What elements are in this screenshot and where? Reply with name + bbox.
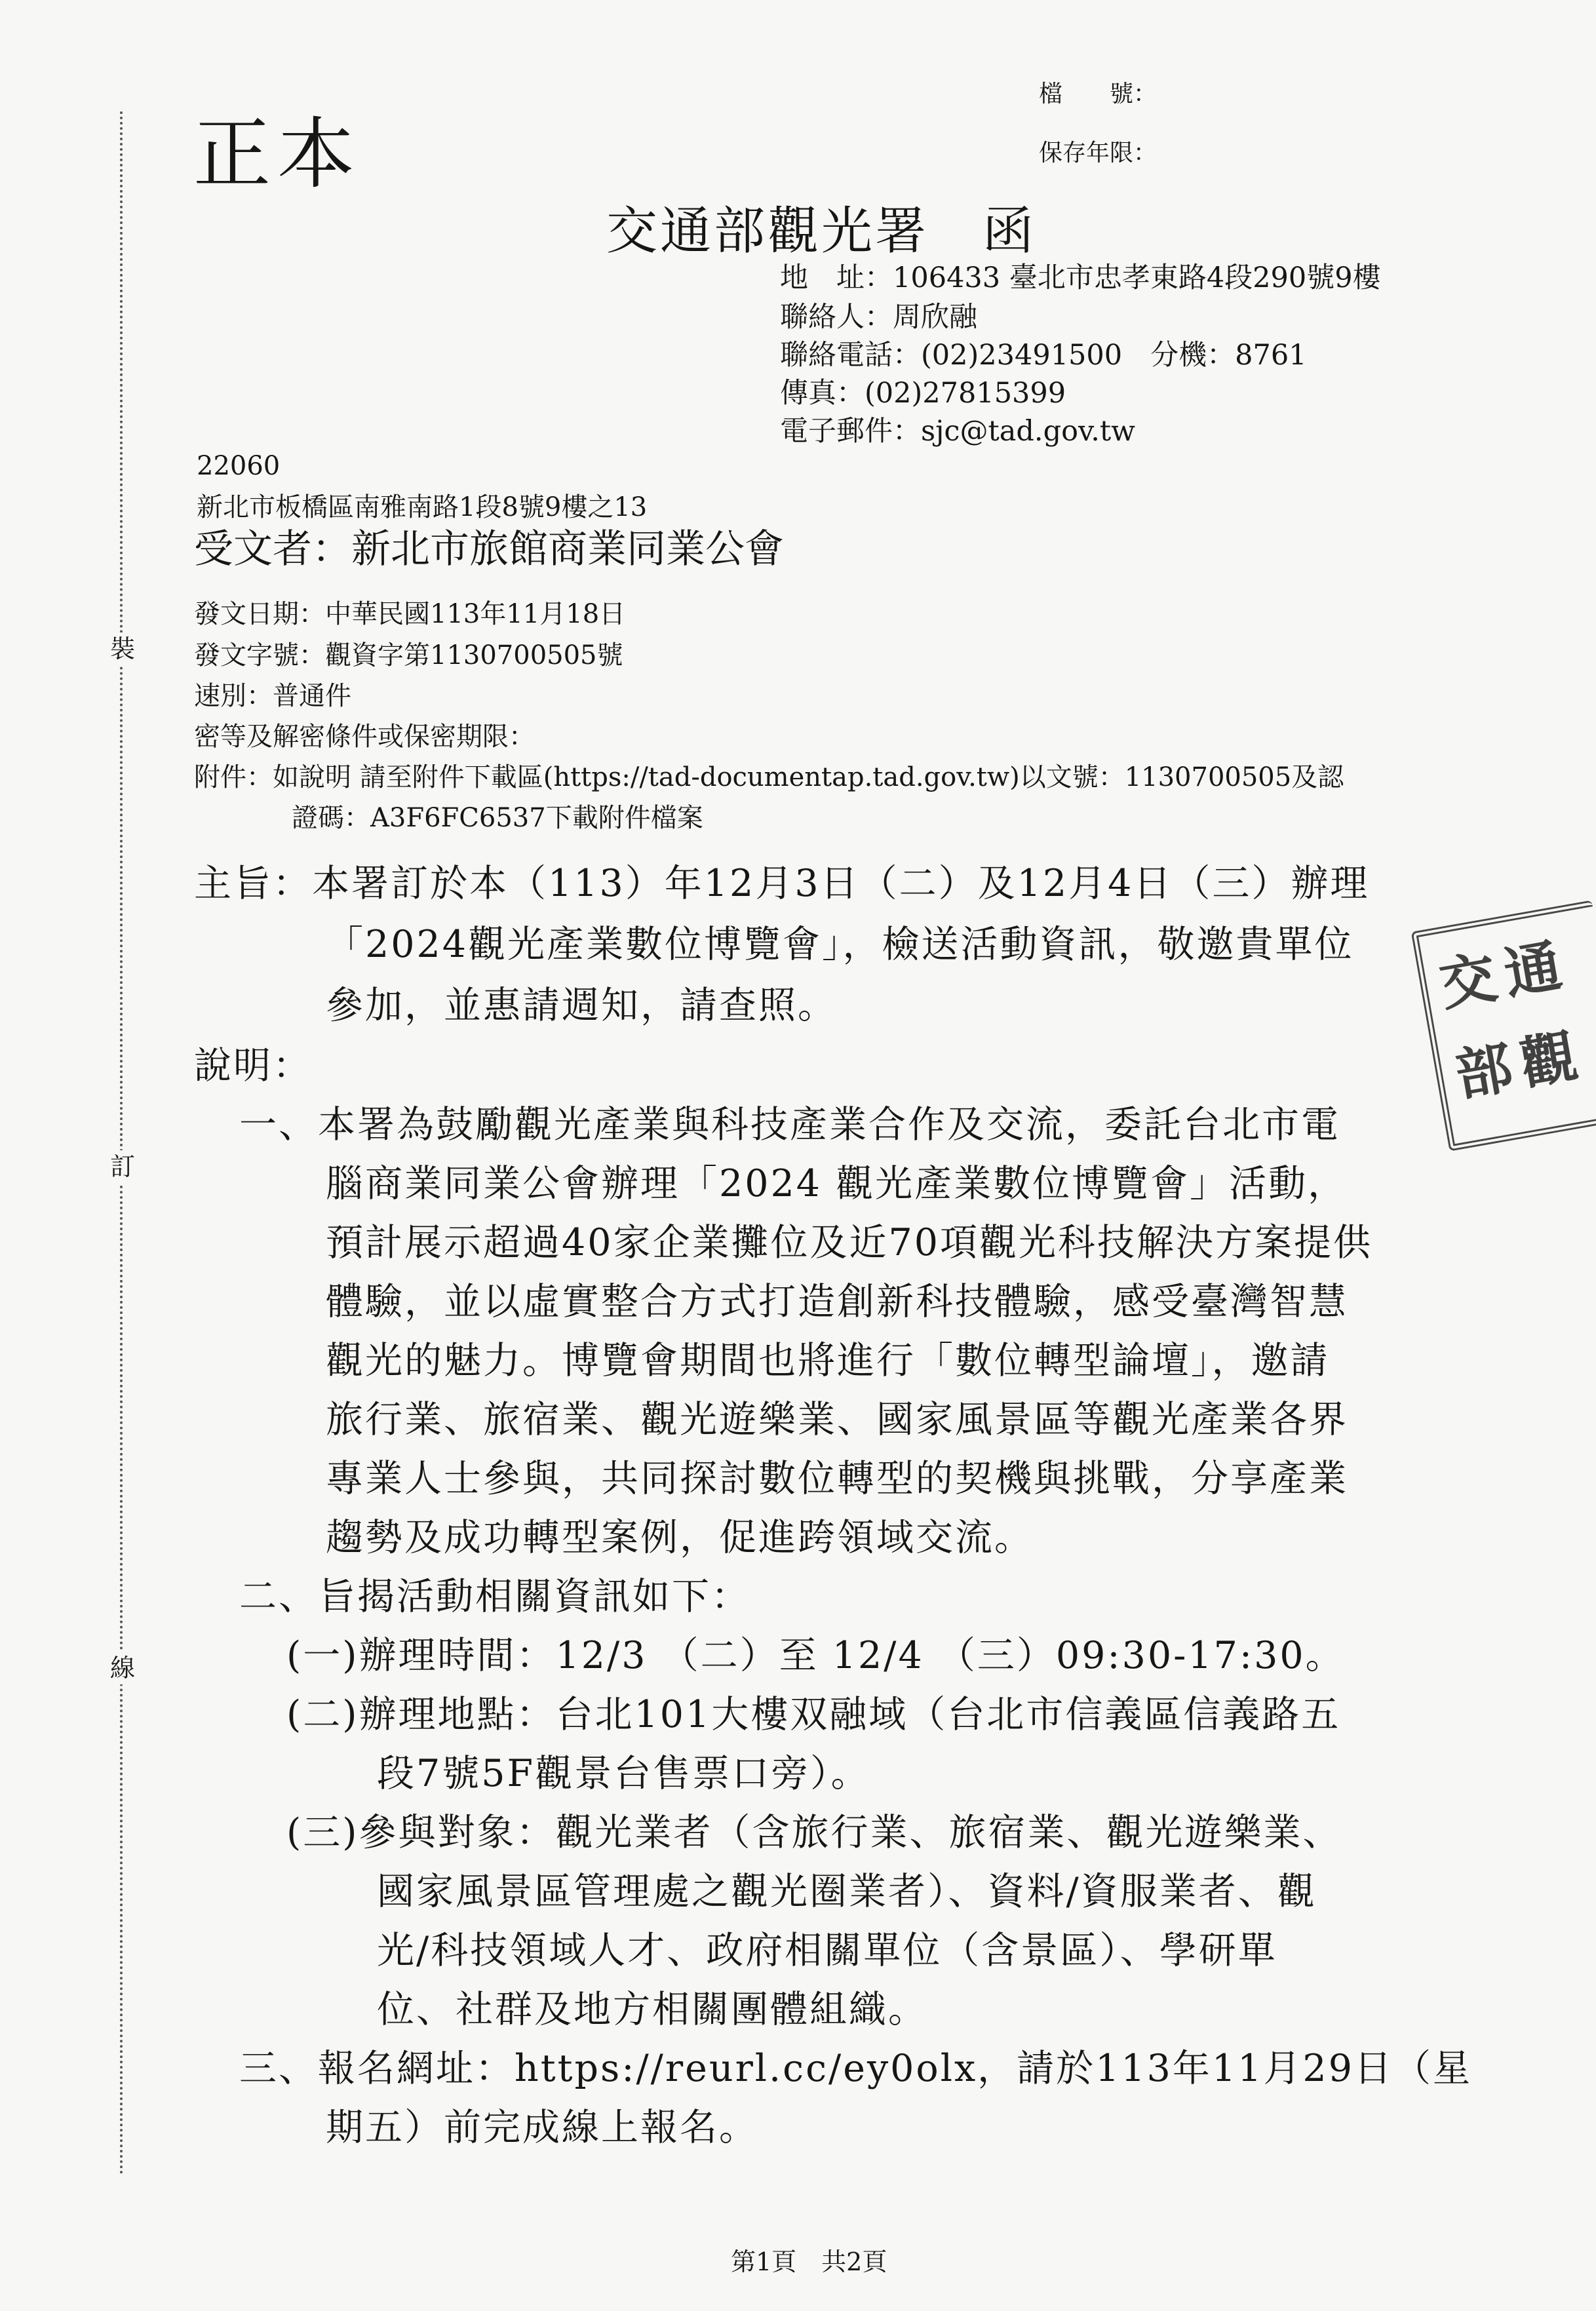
event-venue-line: (二)辦理地點：台北101大樓双融域（台北市信義區信義路五 [286, 1693, 1341, 1736]
explanation-item2-heading: 二、旨揭活動相關資訊如下： [239, 1575, 750, 1618]
event-audience-line: 國家風景區管理處之觀光圈業者）、資料/資服業者、觀 [377, 1870, 1317, 1913]
registration-line: 三、報名網址：https://reurl.cc/ey0olx，請於113年11月29日（星 [239, 2047, 1472, 2090]
contact-phone: 聯絡電話：(02)23491500 分機：8761 [780, 339, 1307, 372]
event-audience-line: 位、社群及地方相關團體組織。 [377, 1988, 927, 2031]
explanation-item1-line: 一、本署為鼓勵觀光產業與科技產業合作及交流，委託台北市電 [239, 1103, 1340, 1146]
explanation-item1-line: 預計展示超過40家企業攤位及近70項觀光科技解決方案提供 [326, 1221, 1373, 1264]
stamp-char: 部 [1450, 1034, 1518, 1110]
explanation-item1-line: 體驗，並以虛實整合方式打造創新科技體驗，感受臺灣智慧 [326, 1280, 1348, 1323]
issue-date: 發文日期：中華民國113年11月18日 [194, 599, 626, 629]
agency-title: 交通部觀光署 函 [606, 202, 1037, 261]
binding-mark-zhuang: 裝 [110, 632, 135, 665]
explanation-heading: 說明： [194, 1044, 312, 1087]
event-time: (一)辦理時間：12/3 （二）至 12/4 （三）09:30-17:30。 [286, 1634, 1345, 1677]
recipient-postal-code: 22060 [197, 451, 281, 481]
binding-mark-xian: 線 [110, 1652, 135, 1684]
recipient-address: 新北市板橋區南雅南路1段8號9樓之13 [197, 492, 648, 522]
official-seal-stamp [1411, 900, 1596, 1151]
contact-email: 電子郵件：sjc@tad.gov.tw [780, 415, 1135, 448]
recipient-name: 受文者：新北市旅館商業同業公會 [194, 526, 784, 572]
explanation-item1-line: 旅行業、旅宿業、觀光遊樂業、國家風景區等觀光產業各界 [326, 1398, 1348, 1441]
document-number: 發文字號：觀資字第1130700505號 [194, 640, 623, 670]
stamp-char: 觀 [1515, 1022, 1582, 1098]
event-audience-line: (三)參與對象：觀光業者（含旅行業、旅宿業、觀光遊樂業、 [286, 1811, 1342, 1854]
registration-line: 期五）前完成線上報名。 [326, 2106, 758, 2149]
explanation-item1-line: 觀光的魅力。博覽會期間也將進行「數位轉型論壇」，邀請 [326, 1339, 1330, 1382]
contact-person: 聯絡人：周欣融 [780, 301, 977, 334]
stamp-char: 交 [1434, 944, 1502, 1019]
subject-line-1: 主旨：本署訂於本（113）年12月3日（二）及12月4日（三）辦理 [194, 862, 1370, 905]
delivery-speed: 速別：普通件 [194, 681, 351, 711]
original-copy-mark: 正本 [193, 109, 362, 199]
explanation-item1-line: 專業人士參與，共同探討數位轉型的契機與挑戰，分享產業 [326, 1457, 1348, 1500]
binding-mark-ding: 訂 [110, 1150, 135, 1183]
retention-period-label: 保存年限： [1039, 140, 1158, 166]
binding-dotted-line [120, 111, 123, 2176]
page-number-footer: 第1頁 共2頁 [731, 2247, 887, 2276]
attachment-line-1: 附件：如說明 請至附件下載區(https://tad-documentap.tad.gov.tw)以文號：1130700505及認 [194, 762, 1344, 792]
explanation-item1-line: 趨勢及成功轉型案例，促進跨領域交流。 [326, 1516, 1034, 1559]
secrecy-level: 密等及解密條件或保密期限： [194, 722, 535, 752]
attachment-line-2: 證碼：A3F6FC6537下載附件檔案 [292, 803, 703, 833]
explanation-item1-line: 腦商業同業公會辦理「2024 觀光產業數位博覽會」活動， [326, 1162, 1348, 1205]
event-audience-line: 光/科技領域人才、政府相關單位（含景區）、學研單 [377, 1929, 1277, 1972]
contact-address: 地 址：106433 臺北市忠孝東路4段290號9樓 [780, 262, 1381, 294]
subject-line-3: 參加，並惠請週知，請查照。 [326, 984, 837, 1027]
event-venue-line: 段7號5F觀景台售票口旁）。 [377, 1752, 870, 1795]
file-number-label: 檔 號： [1039, 81, 1158, 107]
stamp-char: 通 [1499, 932, 1567, 1008]
subject-line-2: 「2024觀光產業數位博覽會」，檢送活動資訊，敬邀貴單位 [326, 923, 1354, 966]
contact-fax: 傳真：(02)27815399 [780, 377, 1066, 410]
